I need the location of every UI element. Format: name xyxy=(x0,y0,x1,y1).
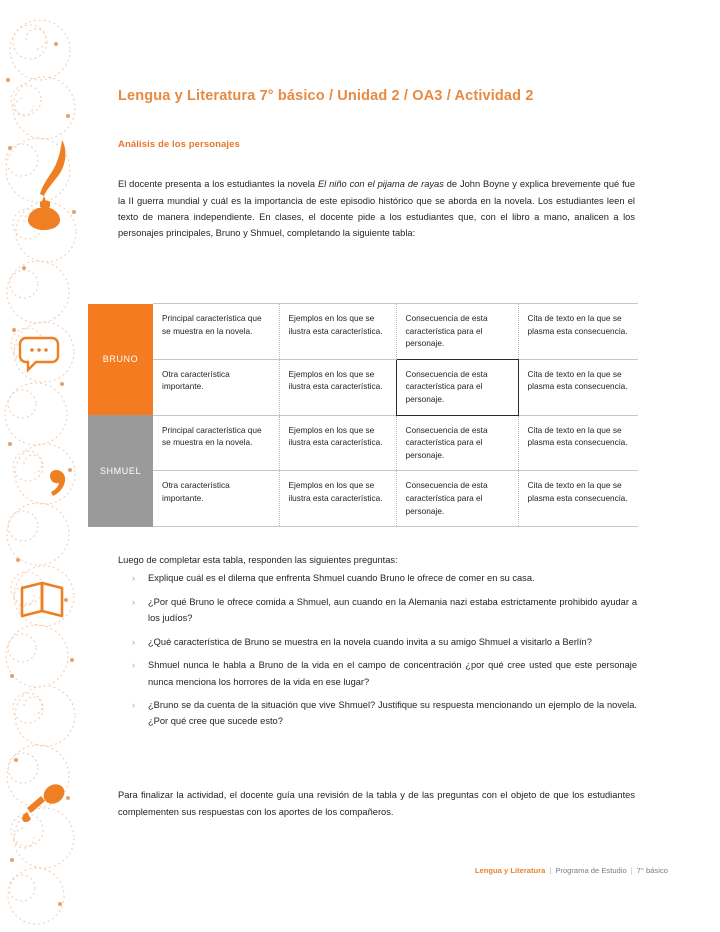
character-analysis-table xyxy=(88,303,638,527)
closing-paragraph: Para finalizar la actividad, el docente guía una revisión de la tabla y de las preguntas con el objeto de que los estudiantes complementen sus respuestas con los aportes de los compañeros. xyxy=(118,790,635,817)
question-text: ¿Por qué Bruno le ofrece comida a Shmuel, aun cuando en la Alemania nazi estaba estrictamente prohibido ayudar a los judíos? xyxy=(148,596,637,623)
table-cell-bruno-r1-c4[interactable]: Cita de texto en la que se plasma esta consecuencia. xyxy=(518,304,638,360)
table-cell-bruno-r1-c3[interactable]: Consecuencia de esta característica para el personaje. xyxy=(396,304,518,360)
table-cell-shmuel-r1-c3[interactable]: Consecuencia de esta característica para el personaje. xyxy=(396,415,518,471)
table-cell-bruno-r2-c1[interactable]: Otra característica importante. xyxy=(153,359,279,415)
question-text: ¿Bruno se da cuenta de la situación que vive Shmuel? Justifique su respuesta mencionando un ejemplo de la novela. ¿Por qué cree que sucede esto? xyxy=(148,700,637,727)
inkwell-icon xyxy=(28,201,60,230)
chevron-right-icon: › xyxy=(132,700,135,711)
quill-pen-icon xyxy=(40,140,65,204)
table-row xyxy=(88,415,638,471)
questions-lead-in: Luego de completar esta tabla, responden las siguientes preguntas: xyxy=(118,555,398,565)
table-cell-bruno-r2-c3-focused[interactable]: Consecuencia de esta característica para el personaje. xyxy=(396,359,518,415)
chevron-right-icon: › xyxy=(132,660,135,671)
table-row xyxy=(88,304,638,360)
table-cell-shmuel-r1-c4[interactable]: Cita de texto en la que se plasma esta consecuencia. xyxy=(518,415,638,471)
footer-level: 7° básico xyxy=(636,866,668,875)
question-text: ¿Qué característica de Bruno se muestra en la novela cuando invita a su amigo Shmuel a visitarlo a Berlín? xyxy=(148,636,592,647)
page-content xyxy=(88,0,720,932)
intro-text-before: El docente presenta a los estudiantes la novela xyxy=(118,179,318,190)
character-label-shmuel: SHMUEL xyxy=(88,415,153,527)
speech-bubble-icon xyxy=(20,338,58,370)
intro-text-after: de John Boyne y explica brevemente qué fue la II guerra mundial y cuál es la importancia de este episodio histórico que se aborda en la novela. Los estudiantes leen el texto de manera independiente. En clases, el docente pide a los estudiantes que, con el libro a mano, analicen a los personajes principales, Bruno y Shmuel, completando la siguiente tabla: xyxy=(118,179,635,239)
question-text: Explique cuál es el dilema que enfrenta Shmuel cuando Bruno le ofrece de comer en su casa. xyxy=(148,573,535,583)
decorative-swirls xyxy=(5,20,76,924)
table-cell-shmuel-r1-c2[interactable]: Ejemplos en los que se ilustra esta característica. xyxy=(279,415,396,471)
list-item xyxy=(132,594,637,626)
page-title: Lengua y Literatura 7° básico / Unidad 2 / OA3 / Actividad 2 xyxy=(118,88,534,104)
intro-paragraph xyxy=(118,176,635,241)
chevron-right-icon: › xyxy=(132,573,135,583)
chevron-right-icon: › xyxy=(132,636,135,647)
open-book-icon xyxy=(22,583,62,616)
footer-separator: | xyxy=(630,866,633,875)
table-cell-bruno-r1-c1[interactable]: Principal característica que se muestra en la novela. xyxy=(153,304,279,360)
list-item xyxy=(132,634,637,650)
decorative-dots xyxy=(6,42,76,906)
list-item xyxy=(132,657,637,689)
comma-icon xyxy=(50,470,65,496)
table-row xyxy=(88,359,638,415)
table-cell-shmuel-r2-c4[interactable]: Cita de texto en la que se plasma esta consecuencia. xyxy=(518,471,638,527)
chevron-right-icon: › xyxy=(132,596,135,607)
margin-decoration xyxy=(0,0,88,932)
character-label-bruno: BRUNO xyxy=(88,304,153,416)
microphone-icon xyxy=(22,780,68,822)
table-cell-bruno-r2-c4[interactable]: Cita de texto en la que se plasma esta consecuencia. xyxy=(518,359,638,415)
footer-separator: | xyxy=(549,866,552,875)
footer-brand: Lengua y Literatura xyxy=(474,866,546,875)
table-row xyxy=(88,471,638,527)
table-cell-shmuel-r2-c3[interactable]: Consecuencia de esta característica para el personaje. xyxy=(396,471,518,527)
question-text: Shmuel nunca le habla a Bruno de la vida en el campo de concentración ¿por qué cree usted que este personaje nunca menciona los horrores de la vida en ese lugar? xyxy=(148,660,637,687)
table-cell-shmuel-r2-c1[interactable]: Otra característica importante. xyxy=(153,471,279,527)
page-footer xyxy=(88,866,668,875)
table-cell-bruno-r1-c2[interactable]: Ejemplos en los que se ilustra esta característica. xyxy=(279,304,396,360)
list-item xyxy=(132,570,637,586)
question-list xyxy=(132,570,637,737)
footer-program: Programa de Estudio xyxy=(555,866,627,875)
table-cell-bruno-r2-c2[interactable]: Ejemplos en los que se ilustra esta característica. xyxy=(279,359,396,415)
table-cell-shmuel-r2-c2[interactable]: Ejemplos en los que se ilustra esta característica. xyxy=(279,471,396,527)
section-heading: Análisis de los personajes xyxy=(118,139,240,150)
list-item xyxy=(132,697,637,729)
book-title: El niño con el pijama de rayas xyxy=(317,179,444,190)
table-cell-shmuel-r1-c1[interactable]: Principal característica que se muestra en la novela. xyxy=(153,415,279,471)
